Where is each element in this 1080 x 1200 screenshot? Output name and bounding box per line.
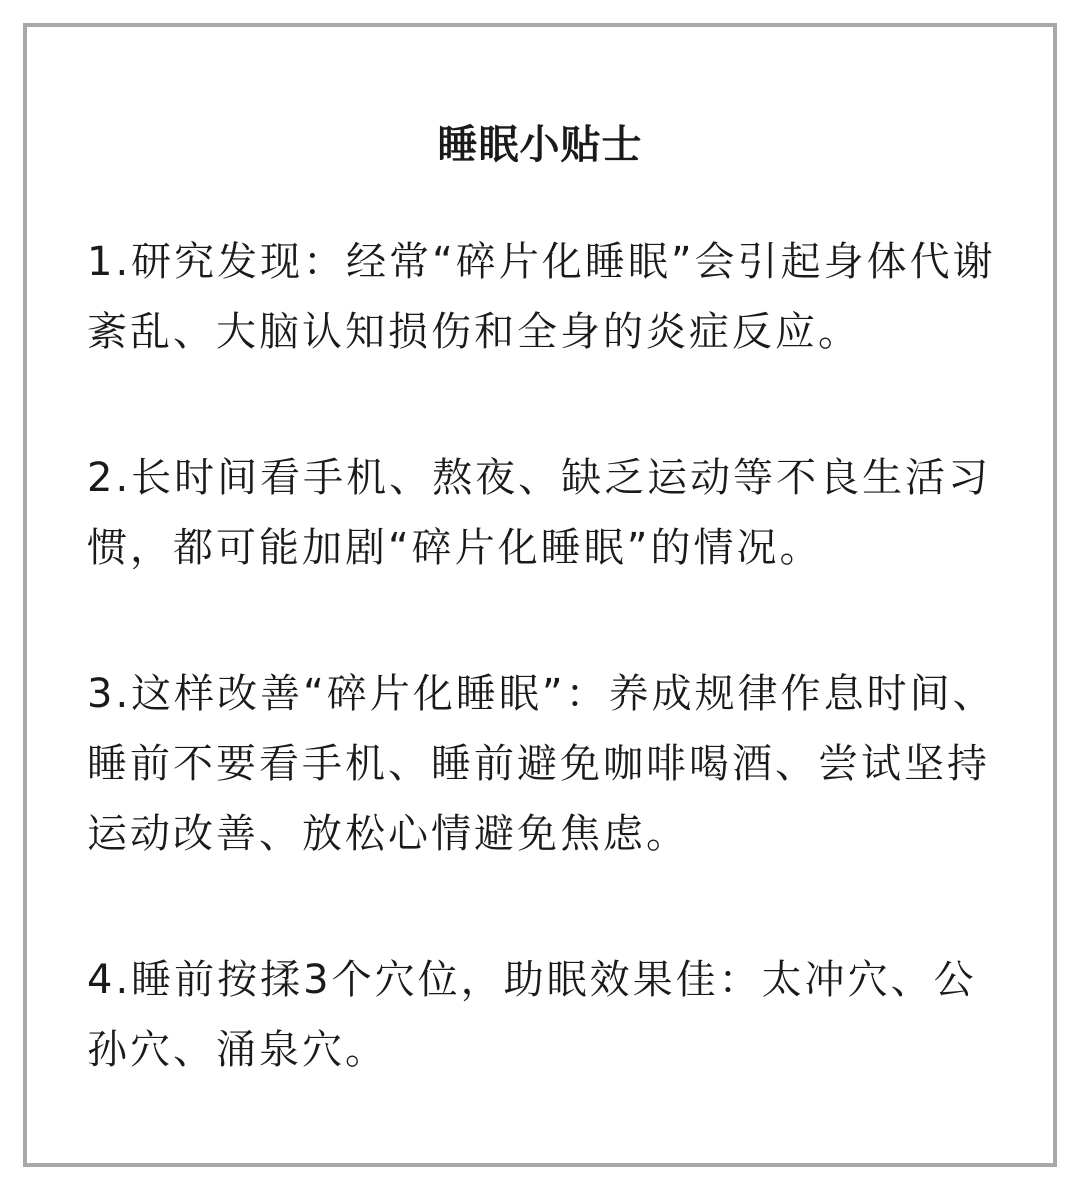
page-title: 睡眠小贴士 [437,122,643,168]
tip-item-4: 4.睡前按揉3个穴位，助眠效果佳：太冲穴、公孙穴、涌泉穴。 [87,957,977,1073]
tip-item-3: 3.这样改善“碎片化睡眠”：养成规律作息时间、睡前不要看手机、睡前避免咖啡喝酒、尝试坚持运动改善、放松心情避免焦虑。 [87,671,996,857]
tip-item-2: 2.长时间看手机、熬夜、缺乏运动等不良生活习惯，都可能加剧“碎片化睡眠”的情况。 [87,455,992,571]
tips-list [87,227,1017,1161]
tip-item-1: 1.研究发现：经常“碎片化睡眠”会引起身体代谢紊乱、大脑认知损伤和全身的炎症反应。 [87,239,996,355]
tips-card [23,23,1057,1167]
